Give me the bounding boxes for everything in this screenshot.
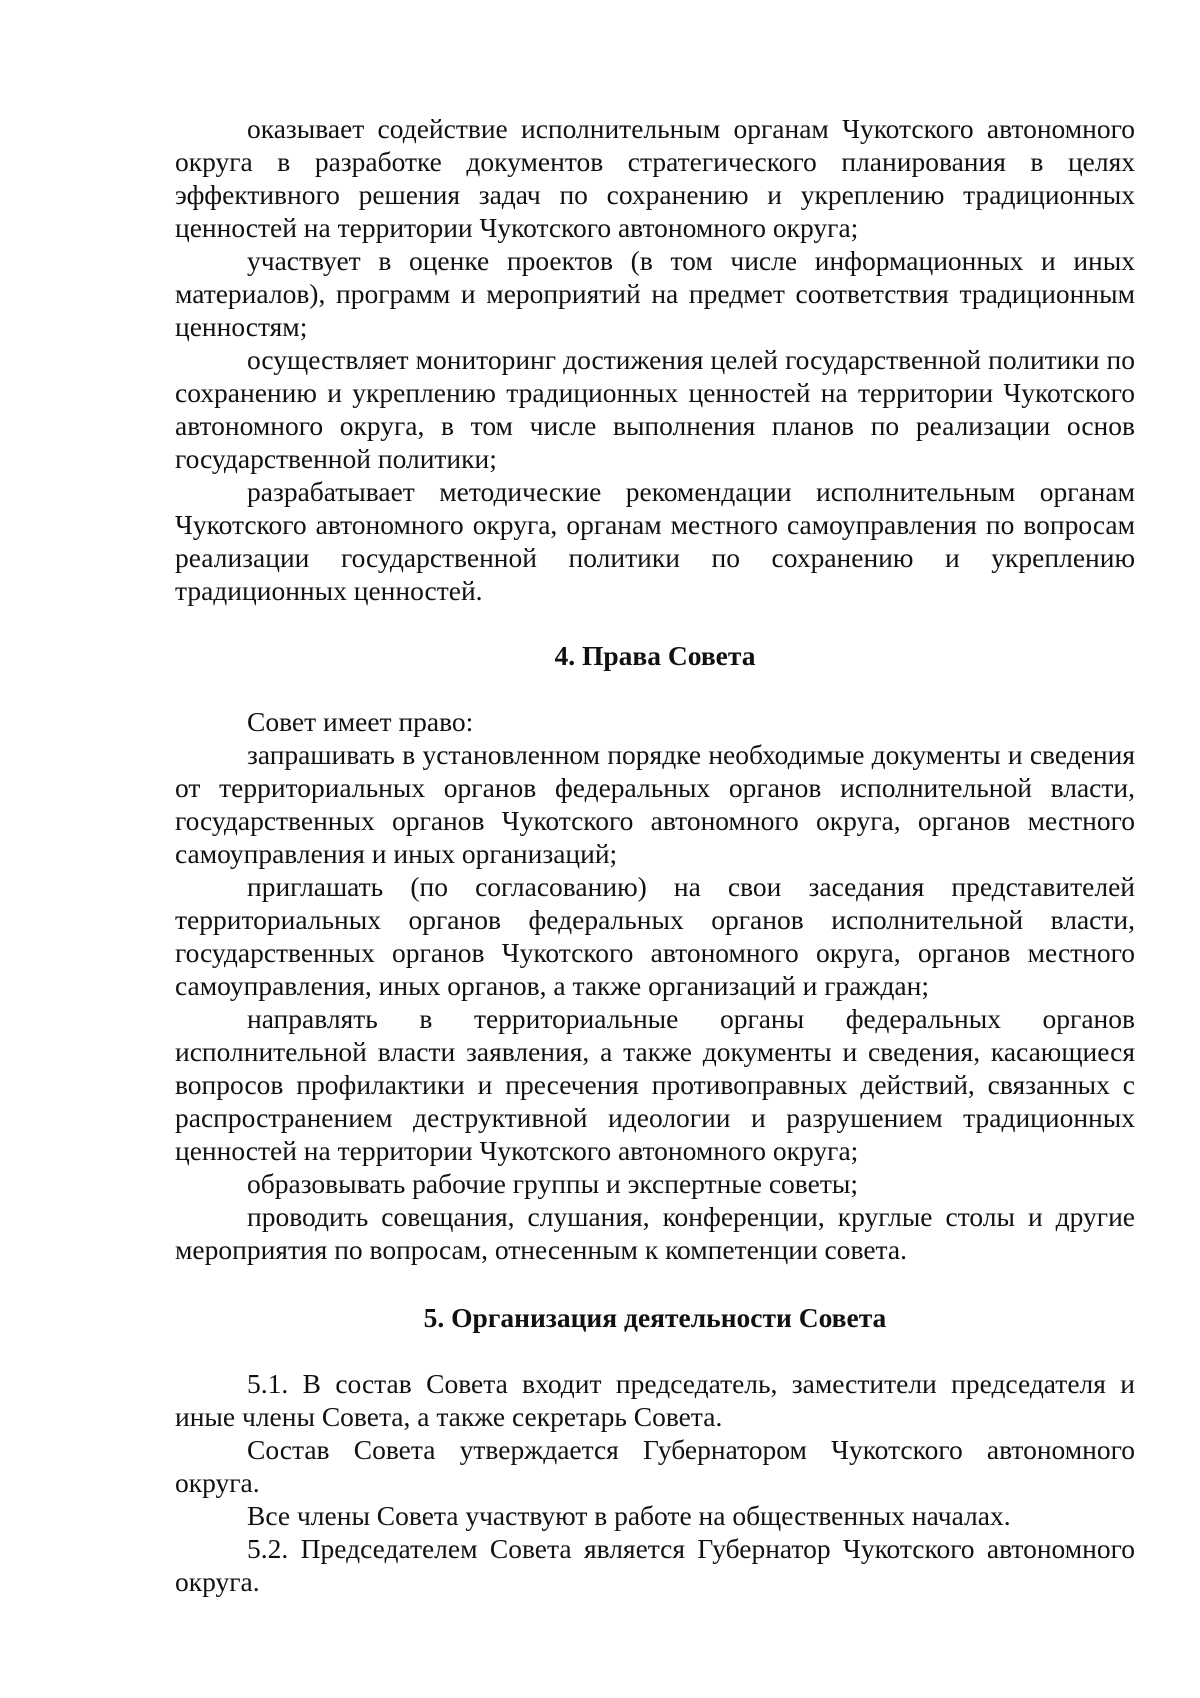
paragraph: разрабатывает методические рекомендации исполнительным органам Чукотского автономного округа, органам местного самоуправления по вопросам реализации государственной политики по сохранению и укреплению традиционных ценностей. xyxy=(175,476,1135,606)
paragraph: направлять в территориальные органы федеральных органов исполнительной власти заявления, а также документы и сведения, касающиеся вопросов профилактики и пресечения противоправных действий, связанных с распространением деструктивной идеологии и разрушением традиционных ценностей на территории Чукотского автономного округа; xyxy=(175,1003,1135,1166)
paragraph: Состав Совета утверждается Губернатором Чукотского автономного округа. xyxy=(175,1434,1135,1498)
paragraph: участвует в оценке проектов (в том числе информационных и иных материалов), программ и мероприятий на предмет соответствия традиционным ценностям; xyxy=(175,245,1135,342)
document-page xyxy=(175,112,1135,1598)
paragraph: Совет имеет право: xyxy=(247,706,474,737)
paragraph: оказывает содействие исполнительным органам Чукотского автономного округа в разработке документов стратегического планирования в целях эффективного решения задач по сохранению и укреплению традиционных ценностей на территории Чукотского автономного округа; xyxy=(175,113,1135,243)
section-heading: 5. Организация деятельности Совета xyxy=(423,1302,887,1333)
paragraph: образовывать рабочие группы и экспертные советы; xyxy=(247,1168,858,1199)
paragraph: проводить совещания, слушания, конференции, круглые столы и другие мероприятия по вопросам, отнесенным к компетенции совета. xyxy=(175,1201,1135,1265)
paragraph: осуществляет мониторинг достижения целей государственной политики по сохранению и укреплению традиционных ценностей на территории Чукотского автономного округа, в том числе выполнения планов по реализации основ государственной политики; xyxy=(175,344,1135,474)
paragraph: запрашивать в установленном порядке необходимые документы и сведения от территориальных органов федеральных органов исполнительной власти, государственных органов Чукотского автономного округа, органов местного самоуправления и иных организаций; xyxy=(175,739,1135,869)
paragraph: Все члены Совета участвуют в работе на общественных началах. xyxy=(247,1500,1011,1531)
paragraph: 5.1. В состав Совета входит председатель, заместители председателя и иные члены Совета, а также секретарь Совета. xyxy=(175,1368,1135,1432)
paragraph: приглашать (по согласованию) на свои заседания представителей территориальных органов федеральных органов исполнительной власти, государственных органов Чукотского автономного округа, органов местного самоуправления, иных органов, а также организаций и граждан; xyxy=(175,871,1135,1001)
section-heading: 4. Права Совета xyxy=(554,640,756,671)
paragraph: 5.2. Председателем Совета является Губернатор Чукотского автономного округа. xyxy=(175,1533,1135,1597)
